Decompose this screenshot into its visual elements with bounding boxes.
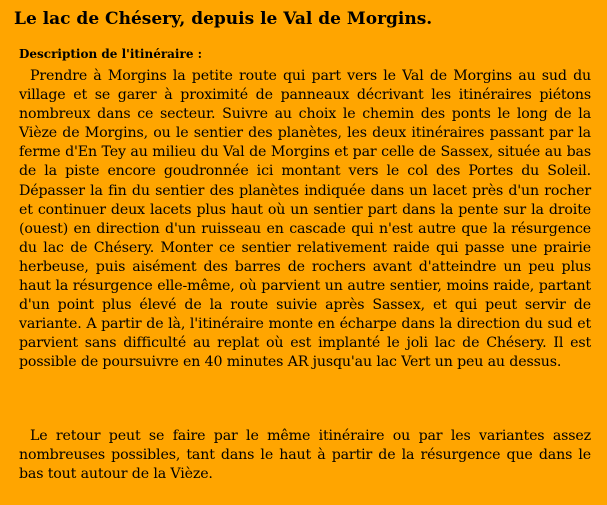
description-paragraph-1: Prendre à Morgins la petite route qui part vers le Val de Morgins au sud du village et se garer à proximité de panneaux décrivant les itinéraires piétons nombreux dans ce secteur. Suivre au choix le chemin des ponts le long de la Vièze de Morgins, ou le sentier des planètes, les deux itinéraires passant par la ferme d'En Tey au milieu du Val de Morgins et par celle de Sassex, située au bas de la piste encore goudronnée ici montant vers le col des Portes du Soleil. Dépasser la fin du sentier des planètes indiquée dans un lacet près d'un rocher et continuer deux lacets plus haut où un sentier part dans la pente sur la droite (ouest) en direction d'un ruisseau en cascade qui n'est autre que la résurgence du lac de Chésery. Monter ce sentier relativement raide qui passe une prairie herbeuse, puis aisément des barres de rochers avant d'atteindre un peu plus haut la résurgence elle-même, où parvient un autre sentier, moins raide, partant d'un point plus élevé de la route suivie après Sassex, et qui peut servir de variante. A partir de là, l'itinéraire monte en écharpe dans la direction du sud et parvient sans difficulté au replat où est implanté le joli lac de Chésery. Il est possible de poursuivre en 40 minutes AR jusqu'au lac Vert un peu au dessus.: [19, 68, 591, 371]
description-paragraph-2: Le retour peut se faire par le même itinéraire ou par les variantes assez nombreuses possibles, tant dans le haut à partir de la résurgence que dans le bas tout autour de la Vièze.: [19, 428, 591, 483]
section-heading: Description de l'itinéraire :: [19, 47, 203, 61]
page-title: Le lac de Chésery, depuis le Val de Morgins.: [14, 9, 433, 29]
